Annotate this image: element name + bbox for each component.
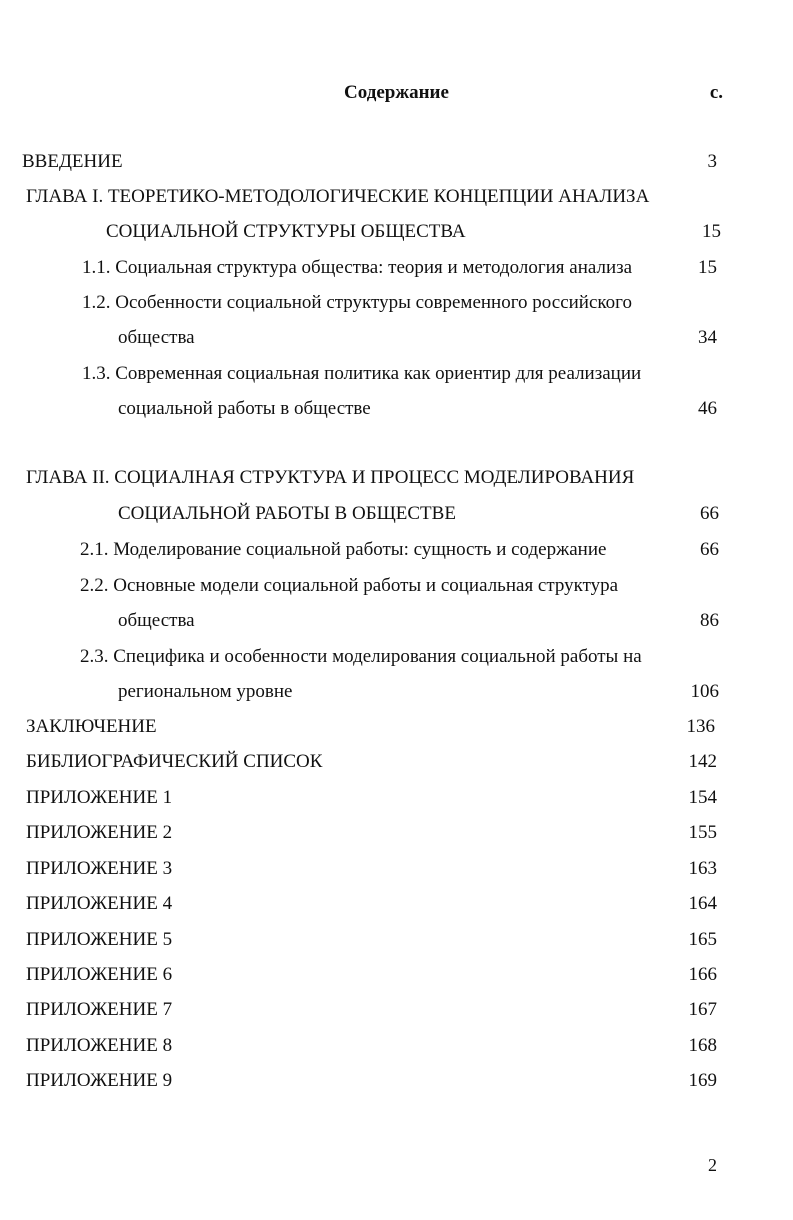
toc-entry-page: 66	[700, 539, 719, 560]
toc-entry-page: 15	[702, 221, 721, 242]
toc-entry-text: общества	[118, 327, 195, 348]
toc-entry-text: ПРИЛОЖЕНИЕ 2	[26, 822, 173, 843]
toc-entry-text: социальной работы в обществе	[118, 398, 371, 419]
toc-entry-text: СОЦИАЛЬНОЙ СТРУКТУРЫ ОБЩЕСТВА	[106, 221, 466, 242]
toc-entry-text: ПРИЛОЖЕНИЕ 3	[26, 858, 173, 879]
toc-entry-text: 1.3. Современная социальная политика как ориентир для реализации	[82, 363, 642, 384]
toc-entry-page: 15	[698, 257, 717, 278]
toc-entry-page: 169	[688, 1070, 717, 1091]
toc-entry-page: 86	[700, 610, 719, 631]
toc-entry-page: 163	[688, 858, 717, 879]
page-column-label: с.	[709, 82, 723, 103]
toc-entry-text: ПРИЛОЖЕНИЕ 9	[26, 1070, 173, 1091]
toc-entry-text: БИБЛИОГРАФИЧЕСКИЙ СПИСОК	[26, 751, 323, 772]
toc-entry-page: 66	[700, 503, 719, 524]
toc-entry-text: СОЦИАЛЬНОЙ РАБОТЫ В ОБЩЕСТВЕ	[118, 503, 456, 524]
toc-entry-text: ПРИЛОЖЕНИЕ 1	[26, 787, 173, 808]
toc-entry-text: 2.3. Специфика и особенности моделирования социальной работы на	[80, 646, 642, 667]
toc-entry-page: 154	[688, 787, 717, 808]
toc-entry-text: 1.1. Социальная структура общества: теория и методология анализа	[82, 257, 633, 278]
toc-entry-page: 164	[688, 893, 717, 914]
toc-entry-text: ПРИЛОЖЕНИЕ 7	[26, 999, 173, 1020]
toc-entry-page: 136	[686, 716, 715, 737]
toc-entry-text: ГЛАВА I. ТЕОРЕТИКО-МЕТОДОЛОГИЧЕСКИЕ КОНЦЕПЦИИ АНАЛИЗА	[26, 186, 650, 207]
toc-entry-text: 2.1. Моделирование социальной работы: сущность и содержание	[80, 539, 607, 560]
toc-entry-page: 3	[707, 151, 717, 172]
toc-entry-text: ПРИЛОЖЕНИЕ 5	[26, 929, 173, 950]
toc-title: Содержание	[344, 82, 449, 103]
toc-entry-text: ЗАКЛЮЧЕНИЕ	[26, 716, 157, 737]
toc-entry-page: 46	[698, 398, 717, 419]
toc-entry-text: общества	[118, 610, 195, 631]
page-number: 2	[708, 1155, 717, 1175]
toc-entry-page: 34	[698, 327, 717, 348]
toc-entry-text: ПРИЛОЖЕНИЕ 4	[26, 893, 173, 914]
toc-entry-page: 106	[690, 681, 719, 702]
toc-entry-text: ПРИЛОЖЕНИЕ 8	[26, 1035, 173, 1056]
toc-entry-page: 167	[688, 999, 717, 1020]
toc-entry-page: 168	[688, 1035, 717, 1056]
toc-entry-text: региональном уровне	[118, 681, 293, 702]
toc-entry-text: ВВЕДЕНИЕ	[22, 151, 123, 172]
toc-entry-text: ГЛАВА II. СОЦИАЛНАЯ СТРУКТУРА И ПРОЦЕСС МОДЕЛИРОВАНИЯ	[26, 467, 635, 488]
toc-entry-page: 166	[688, 964, 717, 985]
toc-entry-text: 1.2. Особенности социальной структуры современного российского	[82, 292, 632, 313]
toc-entry-page: 165	[688, 929, 717, 950]
toc-entry-page: 155	[688, 822, 717, 843]
toc-entry-text: 2.2. Основные модели социальной работы и социальная структура	[80, 575, 619, 596]
toc-entry-page: 142	[688, 751, 717, 772]
toc-entry-text: ПРИЛОЖЕНИЕ 6	[26, 964, 173, 985]
